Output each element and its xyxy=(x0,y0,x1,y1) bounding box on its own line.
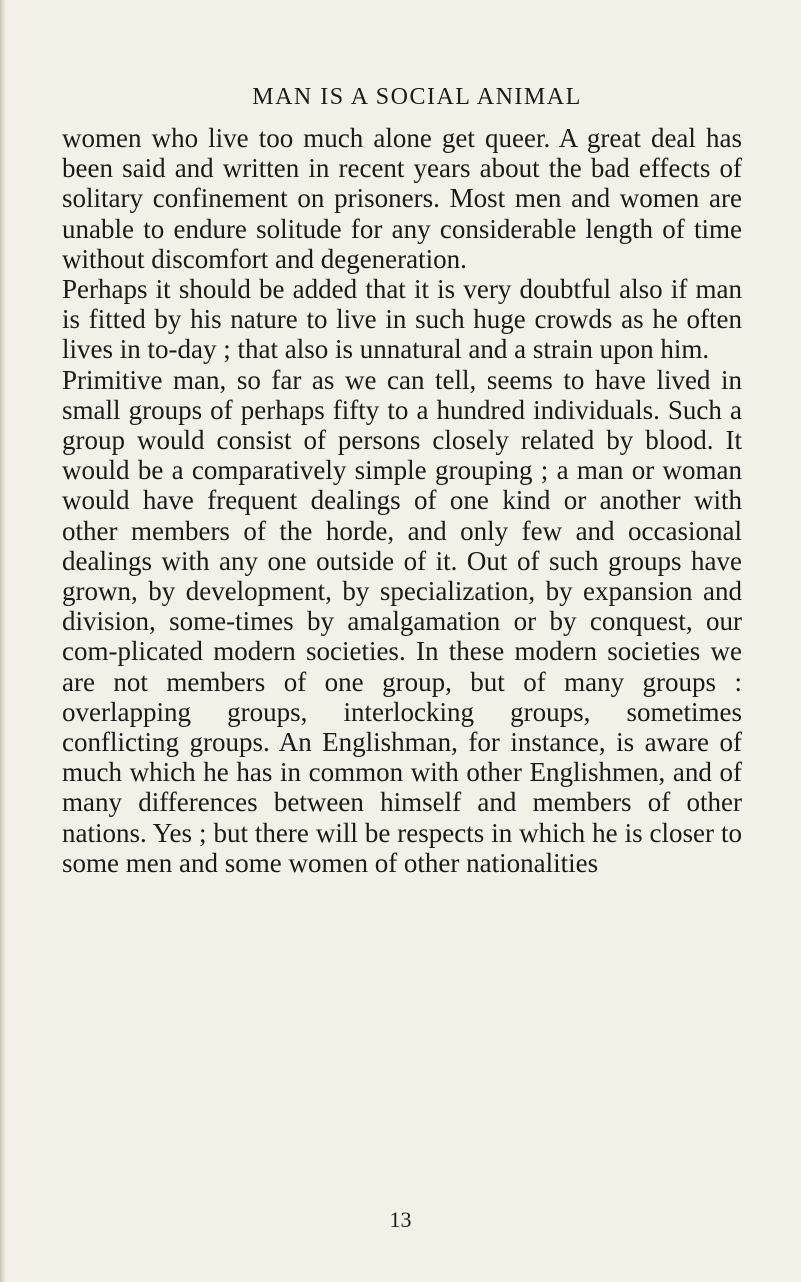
binding-gutter xyxy=(0,0,6,1282)
page-number: 13 xyxy=(389,1207,412,1232)
paragraph-3: Primitive man, so far as we can tell, seems to have lived in small groups of perhaps fifty to a hundred individuals. Such a group would consist of persons closely related by blood. It would be a comparatively simple grouping ; a man or woman would have frequent dealings of one kind or another with other members of the horde, and only few and occasional dealings with any one outside of it. Out of such groups have grown, by development, by specialization, by expansion and division, some-times by amalgamation or by conquest, our com-plicated modern societies. In these modern societies we are not members of one group, but of many groups : overlapping groups, interlocking groups, sometimes conflicting groups. An Englishman, for instance, is aware of much which he has in common with other Englishmen, and of many differences between himself and members of other nations. Yes ; but there will be respects in which he is closer to some men and some women of other nationalities xyxy=(62,364,742,878)
body-text xyxy=(62,123,742,878)
paragraph-1: women who live too much alone get queer. A great deal has been said and written in recent years about the bad effects of solitary confinement on prisoners. Most men and women are unable to endure solitude for any considerable length of time without discomfort and degeneration. xyxy=(62,123,742,274)
paragraph-2: Perhaps it should be added that it is very doubtful also if man is fitted by his nature to live in such huge crowds as he often lives in to-day ; that also is unnatural and a strain upon him. xyxy=(62,274,742,365)
running-head: MAN IS A SOCIAL ANIMAL xyxy=(252,84,582,110)
book-page xyxy=(62,84,742,878)
